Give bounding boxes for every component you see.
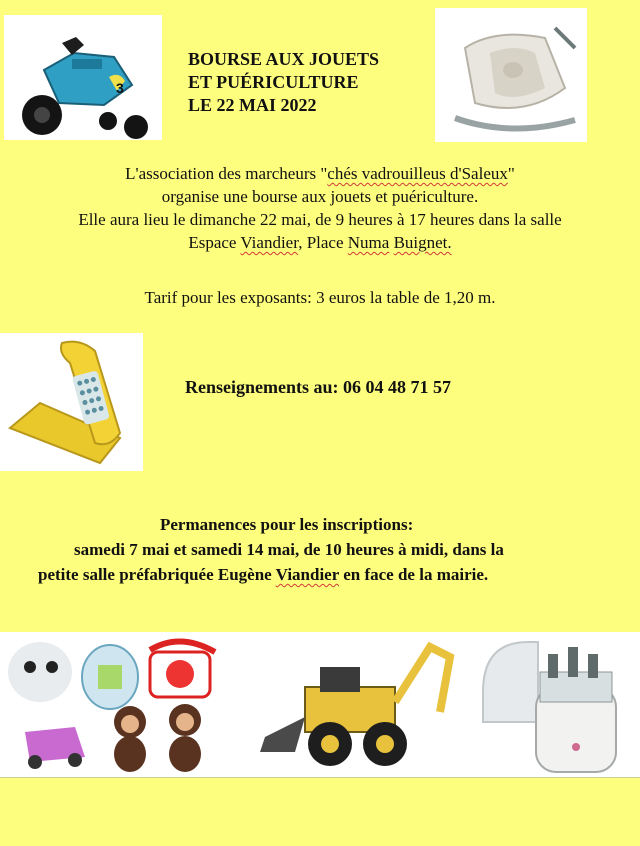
permanences-line-3-start: petite salle préfabriquée Eugène: [38, 565, 276, 584]
intro-line-1: [0, 162, 640, 185]
svg-text:3: 3: [116, 80, 124, 96]
title-line-3: LE 22 MAI 2022: [188, 95, 317, 115]
event-title: [188, 48, 428, 117]
intro-line-4-start: Espace: [188, 233, 241, 252]
place-name-numa: Numa: [347, 233, 390, 252]
toy-tricycle-icon: [4, 15, 162, 140]
intro-line-2: organise une bourse aux jouets et puériculture.: [161, 187, 479, 206]
intro-line-4-place: , Place: [298, 233, 348, 252]
permanences-viandier: Viandier: [275, 565, 339, 584]
toy-phone-image: [0, 333, 143, 471]
intro-line-3: Elle aura lieu le dimanche 22 mai, de 9 heures à 17 heures dans la salle: [78, 210, 562, 229]
intro-paragraph: [0, 162, 640, 254]
baby-bouncer-icon: [435, 8, 587, 142]
toy-phone-icon: [0, 333, 143, 471]
bottom-divider: [0, 777, 640, 778]
intro-line-4: [0, 231, 640, 254]
excavator-icon: [250, 632, 460, 777]
toy-tricycle-image: [4, 15, 162, 140]
permanences-line-3: [38, 563, 488, 586]
bottom-image-strip: [0, 632, 640, 777]
permanences-line-3-end: en face de la mairie.: [338, 565, 489, 584]
bottle-sterilizer-icon: [478, 632, 638, 777]
association-name: chés vadrouilleus d'Saleux: [327, 164, 508, 183]
toys-collage-icon: [0, 632, 250, 777]
intro-line-1-end: ": [507, 164, 515, 183]
place-name-buignet: Buignet.: [393, 233, 452, 252]
tarif-text: Tarif pour les exposants: 3 euros la table de 1,20 m.: [144, 288, 496, 307]
permanences-heading: Permanences pour les inscriptions:: [160, 515, 414, 534]
title-line-1: BOURSE AUX JOUETS: [188, 49, 380, 69]
permanences-line-2: samedi 7 mai et samedi 14 mai, de 10 heures à midi, dans la: [74, 540, 504, 559]
venue-name-viandier: Viandier: [240, 233, 299, 252]
title-line-2: ET PUÉRICULTURE: [188, 72, 359, 92]
intro-line-1-start: L'association des marcheurs ": [125, 164, 328, 183]
baby-bouncer-image: [435, 8, 587, 142]
contact-info: Renseignements au: 06 04 48 71 57: [185, 377, 451, 397]
